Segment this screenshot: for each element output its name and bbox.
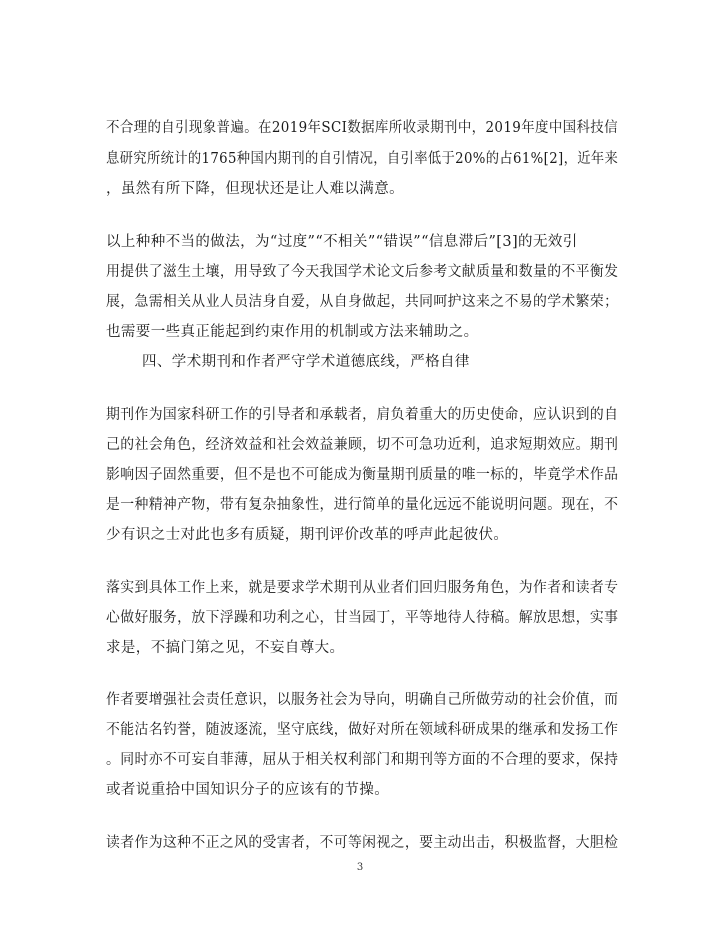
text-line: 不合理的自引现象普遍。在2019年SCI数据库所收录期刊中，2019年度中国科技信 xyxy=(106,120,618,136)
text-line: ，虽然有所下降，但现状还是让人难以满意。 xyxy=(106,181,404,197)
text-line: 读者作为这种不正之风的受害者，不可等闲视之，要主动出击，积极监督，大胆检 xyxy=(106,835,619,851)
text-line: 是一种精神产物，带有复杂抽象性，进行简单的量化远远不能说明问题。现在，不 xyxy=(106,497,619,513)
text-line: 心做好服务，放下浮躁和功利之心，甘当园丁，平等地待人待稿。解放思想，实事 xyxy=(106,610,619,626)
text-line: 用提供了滋生土壤，用导致了今天我国学术论文后参考文献质量和数量的不平衡发 xyxy=(106,264,619,280)
text-line: 以上种种不当的做法，为“过度”“不相关”“错误”“信息滞后”[3]的无效引 xyxy=(106,234,578,250)
page-number: 3 xyxy=(356,862,364,873)
text-line: 作者要增强社会责任意识，以服务社会为导向，明确自己所做劳动的社会价值，而 xyxy=(106,692,619,708)
text-line: 求是，不搞门第之见，不妄自尊大。 xyxy=(106,640,345,656)
section-heading: 四、学术期刊和作者严守学术道德底线，严格自律 xyxy=(142,354,470,370)
text-line: 展，急需相关从业人员洁身自爱，从自身做起，共同呵护这来之不易的学术繁荣； xyxy=(106,294,619,310)
text-line: 影响因子固然重要，但不是也不可能成为衡量期刊质量的唯一标的，毕竟学术作品 xyxy=(106,467,619,483)
text-line: 己的社会角色，经济效益和社会效益兼顾，切不可急功近利，追求短期效应。期刊 xyxy=(106,437,619,453)
text-line: 少有识之士对此也多有质疑，期刊评价改革的呼声此起彼伏。 xyxy=(106,527,509,543)
text-line: 也需要一些真正能起到约束作用的机制或方法来辅助之。 xyxy=(106,324,479,340)
text-line: 或者说重拾中国知识分子的应该有的节操。 xyxy=(106,782,390,798)
text-line: 期刊作为国家科研工作的引导者和承载者，肩负着重大的历史使命，应认识到的自 xyxy=(106,407,619,423)
text-line: 落实到具体工作上来，就是要求学术期刊从业者们回归服务角色，为作者和读者专 xyxy=(106,580,619,596)
text-line: 息研究所统计的1765种国内期刊的自引情况，自引率低于20%的占61%[2]，近年来 xyxy=(106,151,619,167)
text-line: 不能沽名钓誉，随波逐流，坚守底线，做好对所在领域科研成果的继承和发扬工作 xyxy=(106,722,619,738)
text-line: 。同时亦不可妄自菲薄，屈从于相关权利部门和期刊等方面的不合理的要求，保持 xyxy=(106,752,619,768)
